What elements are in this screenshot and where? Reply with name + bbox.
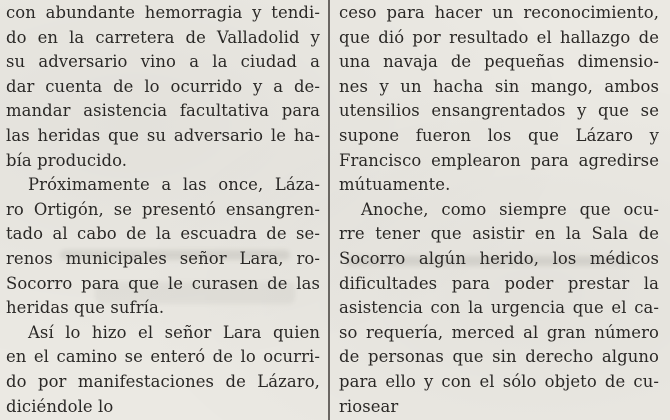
text-line: tado al cabo de la escuadra de se- xyxy=(6,224,320,244)
text-line: nes y un hacha sin mango, ambos xyxy=(339,76,659,96)
text-line: de personas que sin derecho alguno xyxy=(339,347,659,367)
text-line: mandar asistencia facultativa para xyxy=(6,101,320,121)
text-line: su adversario vino a la ciudad a xyxy=(6,52,320,72)
text-line: do en la carretera de Valladolid y xyxy=(6,27,320,47)
text-line: utensilios ensangrentados y que se xyxy=(339,101,659,121)
text-line: ro Ortigón, se presentó ensangren- xyxy=(6,199,320,219)
text-line: con abundante hemorragia y tendi- xyxy=(6,3,320,22)
text-column-left xyxy=(6,0,320,420)
text-line: asistencia con la urgencia que el ca- xyxy=(339,298,659,318)
text-line: las heridas que su adversario le ha- xyxy=(6,125,320,145)
text-line: Anoche, como siempre que ocu- xyxy=(361,199,659,219)
text-line: renos municipales señor Lara, ro- xyxy=(6,248,320,268)
text-line: Próximamente a las once, Láza- xyxy=(28,175,320,195)
text-line: heridas que sufría. xyxy=(6,298,165,318)
text-line: mútuamente. xyxy=(339,175,451,195)
text-line: Francisco emplearon para agredirse xyxy=(339,150,659,170)
text-line: bía producido. xyxy=(6,150,128,170)
text-line: para ello y con el sólo objeto de cu- xyxy=(339,371,659,391)
text-line: riosear xyxy=(339,396,399,416)
text-line: supone fueron los que Lázaro y xyxy=(339,125,659,145)
text-line: Así lo hizo el señor Lara quien xyxy=(28,322,320,342)
text-line: so requería, merced al gran número xyxy=(339,322,659,342)
text-line: que dió por resultado el hallazgo de xyxy=(339,27,659,47)
text-line: do por manifestaciones de Lázaro, xyxy=(6,371,320,391)
text-line: rre tener que asistir en la Sala de xyxy=(339,224,659,244)
text-line: dificultades para poder prestar la xyxy=(339,273,659,293)
text-line: ceso para hacer un reconocimiento, xyxy=(339,3,659,22)
text-line: dar cuenta de lo ocurrido y a de- xyxy=(6,76,320,96)
text-line: en el camino se enteró de lo ocurri- xyxy=(6,347,320,367)
text-line: Socorro para que le curasen de las xyxy=(6,273,320,293)
text-column-right xyxy=(339,0,659,420)
text-line: diciéndole lo xyxy=(6,396,114,416)
text-line: una navaja de pequeñas dimensio- xyxy=(339,52,659,72)
text-line: Socorro algún herido, los médicos xyxy=(339,248,659,268)
column-divider xyxy=(328,0,330,420)
